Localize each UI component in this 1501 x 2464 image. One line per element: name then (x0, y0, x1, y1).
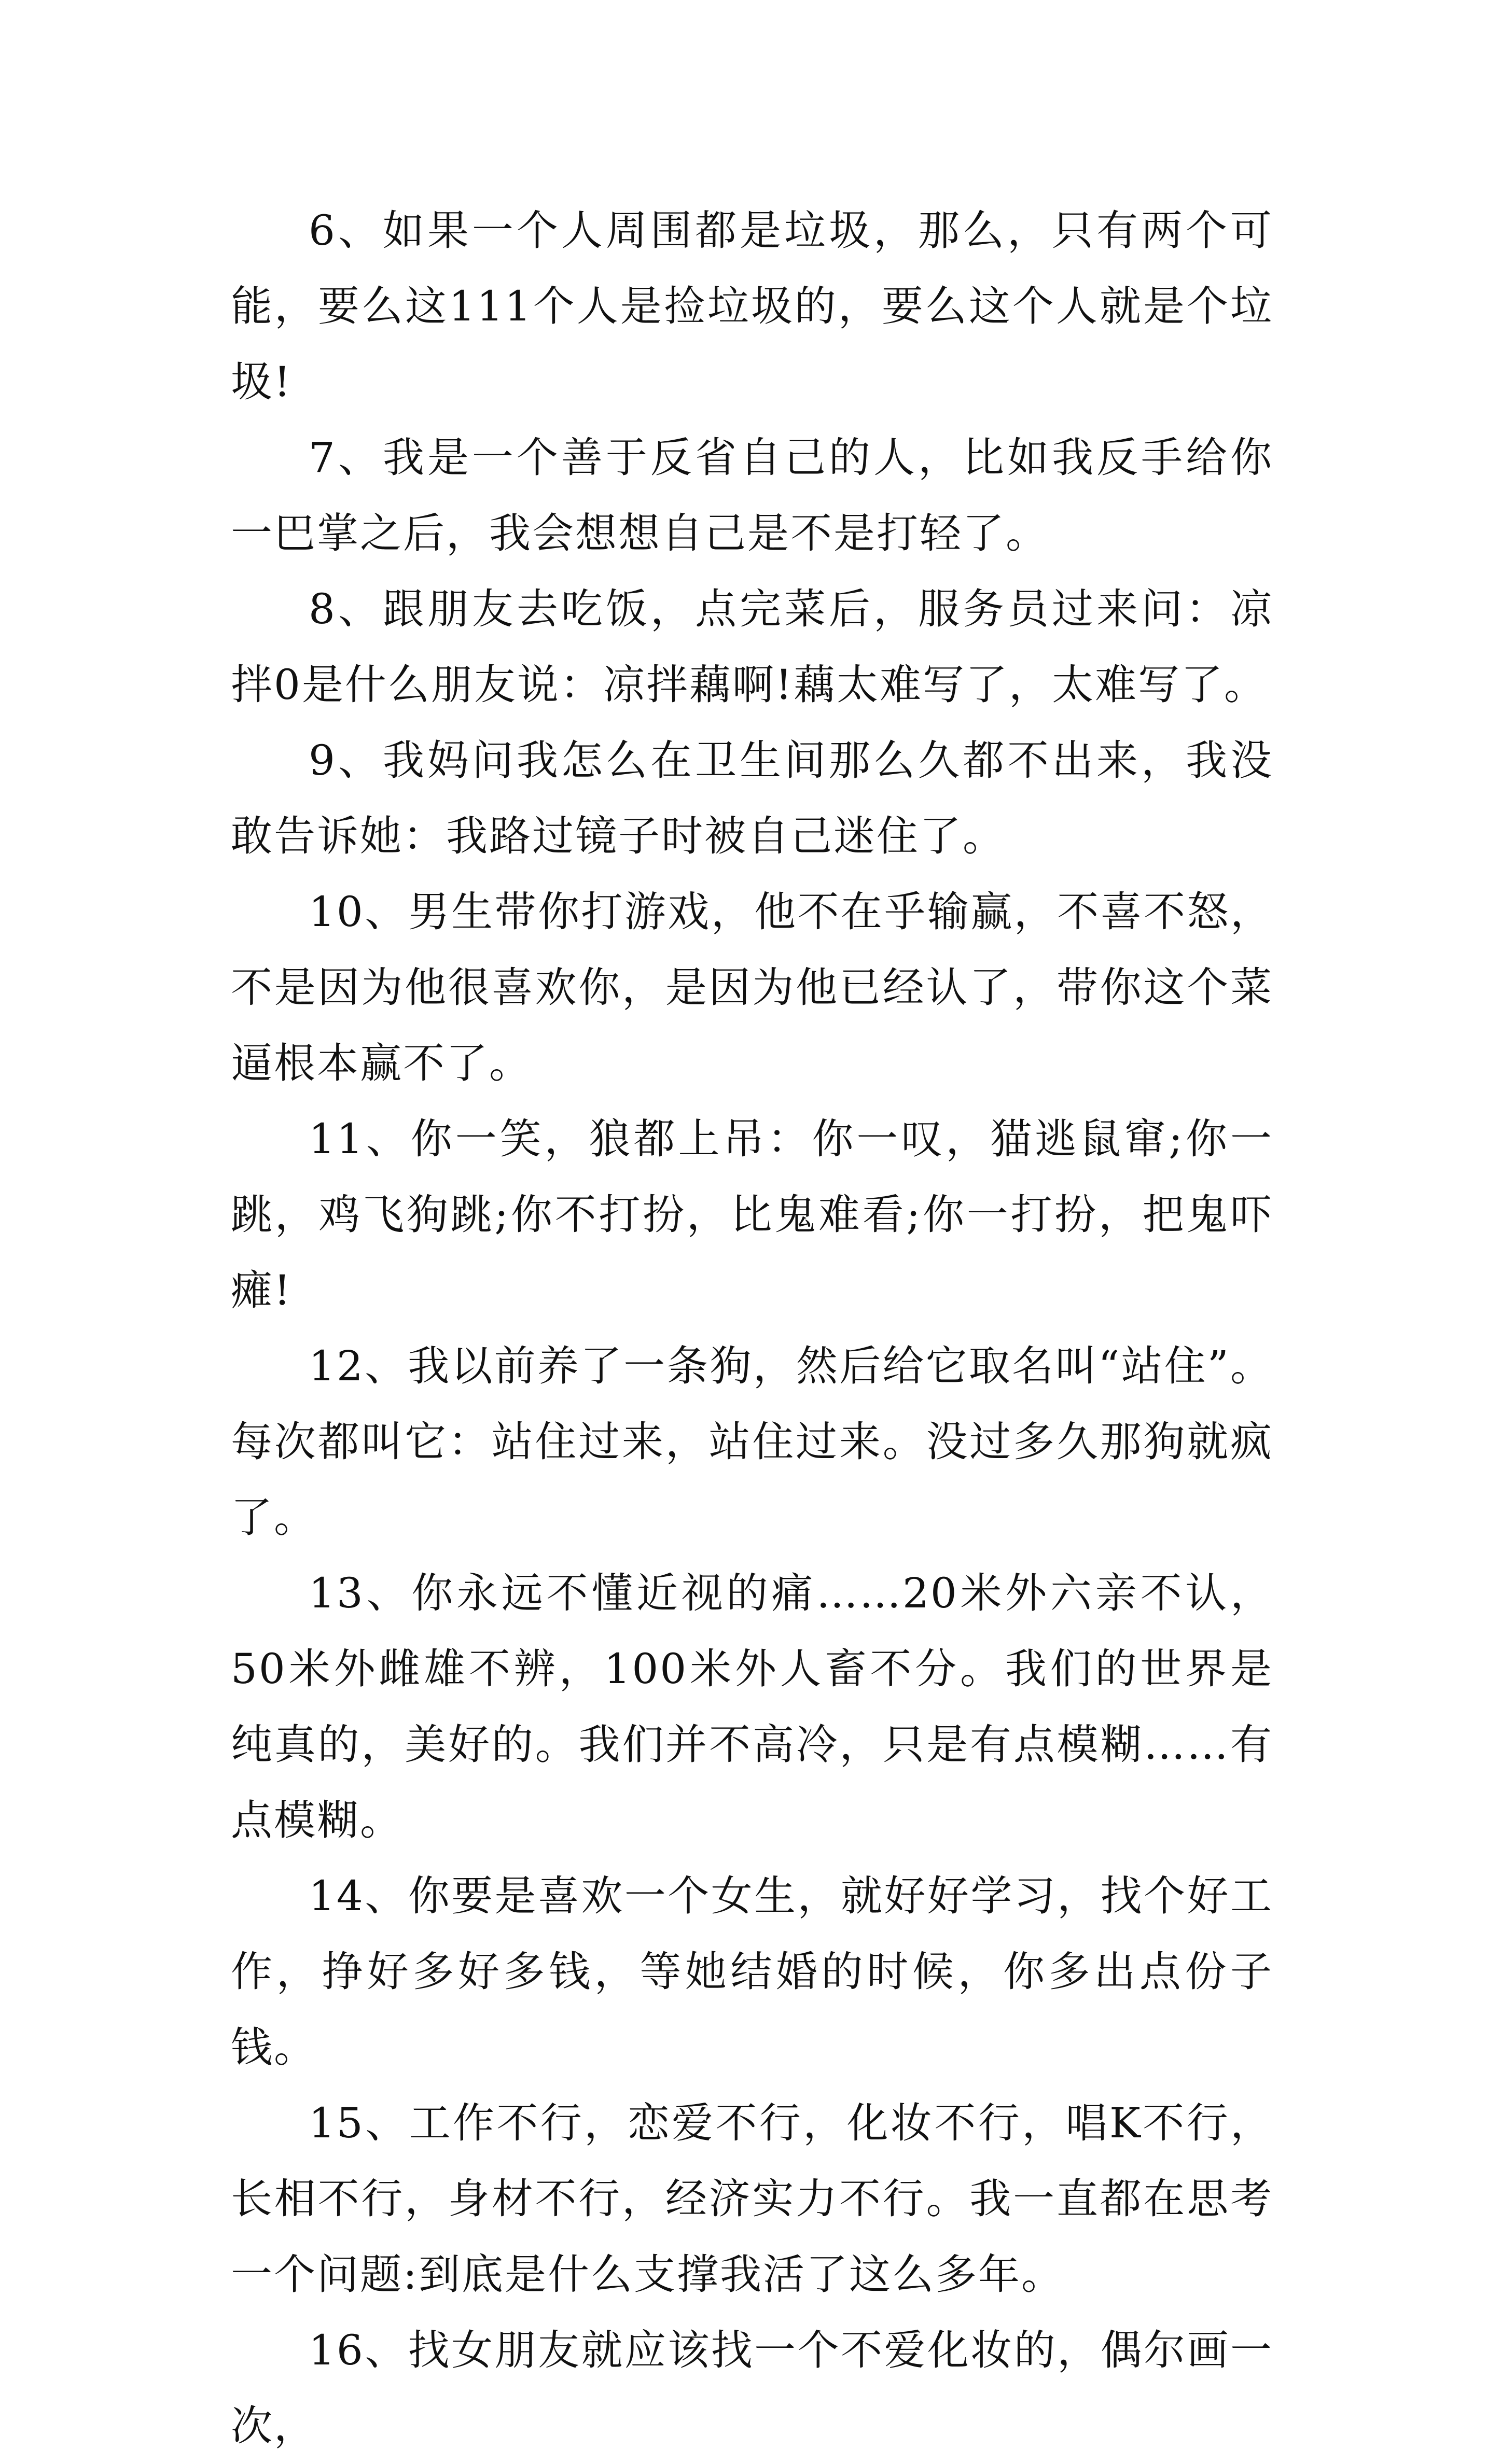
document-body (231, 193, 1273, 2464)
paragraph-11: 11、你一笑，狼都上吊：你一叹，猫逃鼠窜;你一跳，鸡飞狗跳;你不打扮，比鬼难看;你一打扮，把鬼吓瘫! (231, 1115, 1273, 1314)
paragraph-15: 15、工作不行，恋爱不行，化妆不行，唱K不行，长相不行，身材不行，经济实力不行。我一直都在思考一个问题:到底是什么支撑我活了这么多年。 (231, 2099, 1273, 2299)
paragraph-16: 16、找女朋友就应该找一个不爱化妆的，偶尔画一次， (231, 2326, 1273, 2450)
paragraph-6: 6、如果一个人周围都是垃圾，那么，只有两个可能，要么这111个人是捡垃圾的，要么这个人就是个垃圾! (231, 206, 1273, 406)
paragraph-10: 10、男生带你打游戏，他不在乎输赢，不喜不怒，不是因为他很喜欢你，是因为他已经认了，带你这个菜逼根本赢不了。 (231, 888, 1273, 1087)
paragraph-14: 14、你要是喜欢一个女生，就好好学习，找个好工作，挣好多好多钱，等她结婚的时候，你多出点份子钱。 (231, 1872, 1273, 2071)
paragraph-12: 12、我以前养了一条狗，然后给它取名叫“站住”。每次都叫它：站住过来，站住过来。没过多久那狗就疯了。 (231, 1342, 1273, 1542)
paragraph-13: 13、你永远不懂近视的痛……20米外六亲不认，50米外雌雄不辨，100米外人畜不分。我们的世界是纯真的，美好的。我们并不高冷，只是有点模糊……有点模糊。 (231, 1569, 1273, 1844)
paragraph-8: 8、跟朋友去吃饭，点完菜后，服务员过来问：凉拌0是什么朋友说：凉拌藕啊!藕太难写了，太难写了。 (231, 585, 1273, 709)
paragraph-9: 9、我妈问我怎么在卫生间那么久都不出来，我没敢告诉她：我路过镜子时被自己迷住了。 (231, 736, 1273, 860)
paragraph-7: 7、我是一个善于反省自己的人，比如我反手给你一巴掌之后，我会想想自己是不是打轻了。 (231, 433, 1273, 557)
